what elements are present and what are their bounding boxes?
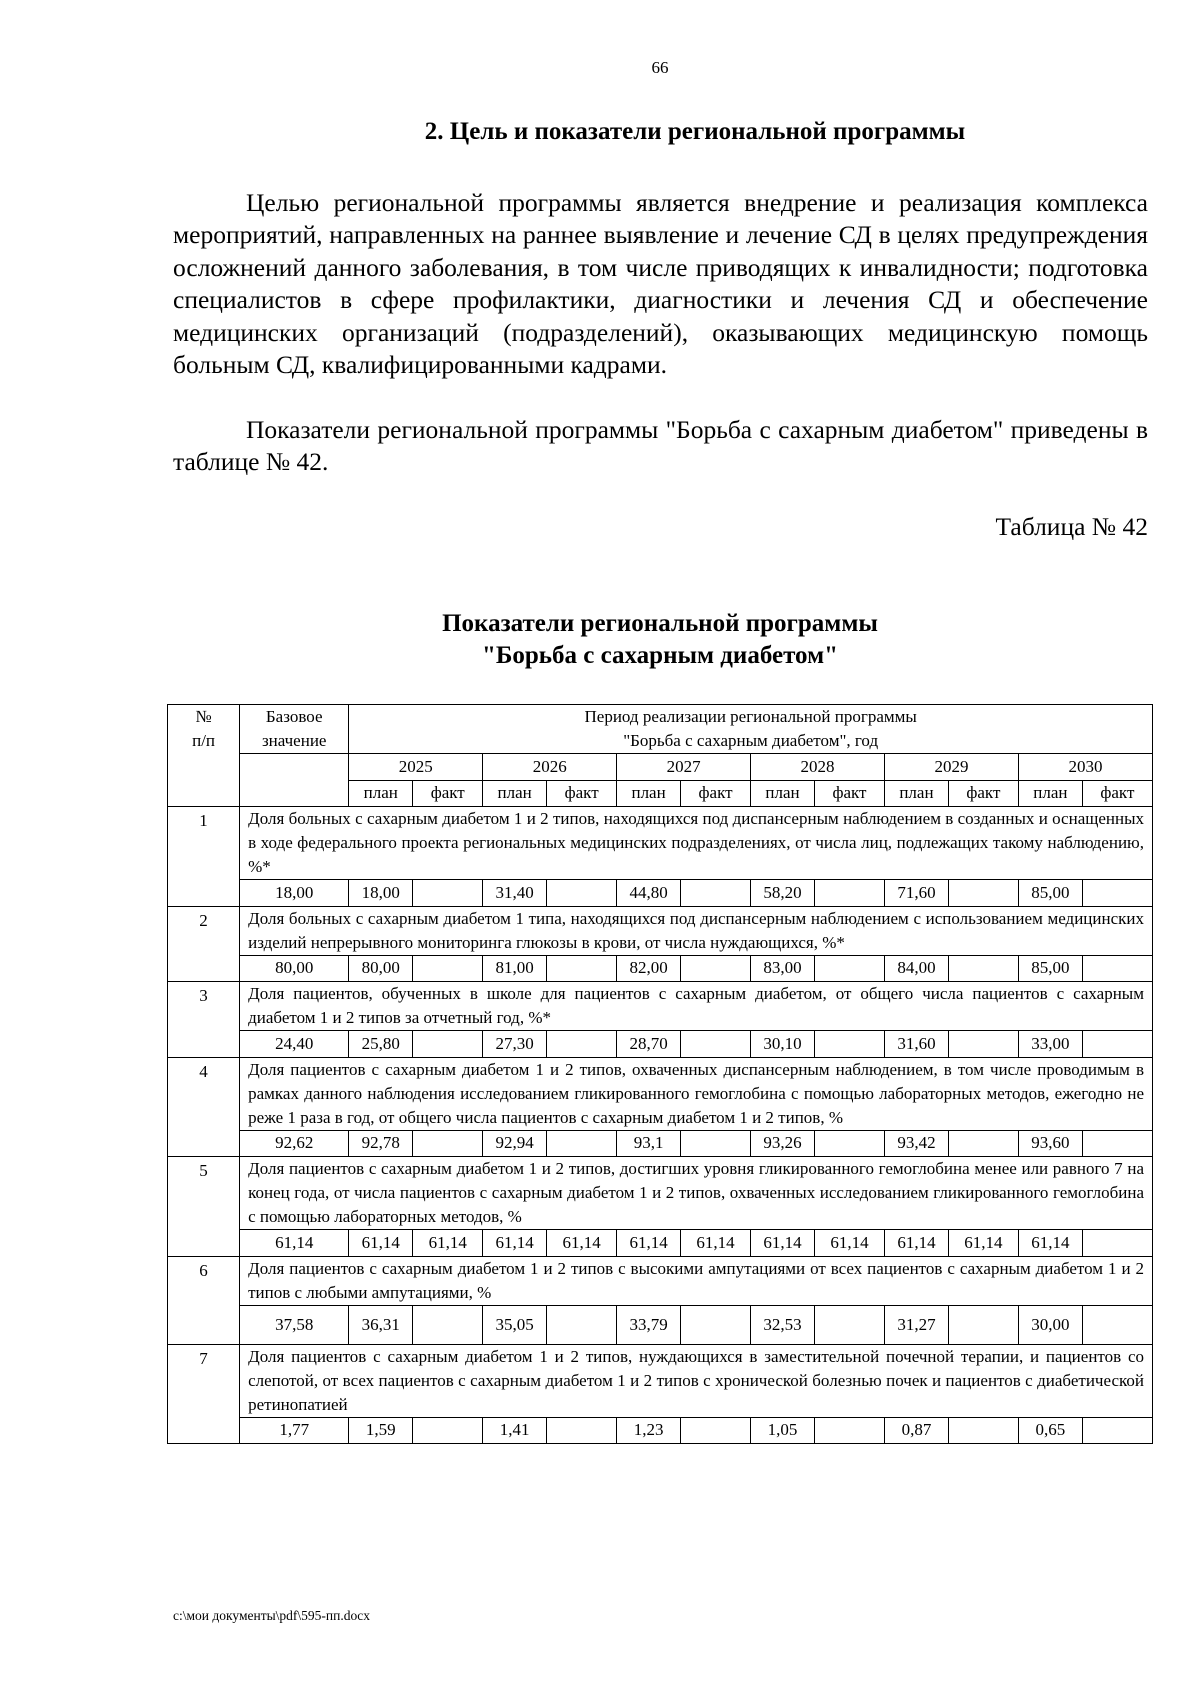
fact-value bbox=[413, 1130, 483, 1157]
indicator-values-row bbox=[168, 880, 1153, 907]
indicator-description: Доля больных с сахарным диабетом 1 и 2 типов, находящихся под диспансерным наблюдением в созданных и оснащенных в ходе федерального проекта региональных медицинских подразделениях, от числа лиц, подлежащих такому наблюдению, %* bbox=[240, 807, 1153, 880]
header-year: 2029 bbox=[885, 754, 1019, 781]
plan-value: 61,14 bbox=[751, 1230, 815, 1257]
indicator-description-row bbox=[168, 1344, 1153, 1417]
fact-value bbox=[814, 1305, 884, 1344]
fact-value bbox=[413, 1031, 483, 1058]
plan-value: 71,60 bbox=[885, 880, 949, 907]
indicator-description-row bbox=[168, 982, 1153, 1031]
header-base-line-1: Базовое bbox=[265, 707, 323, 726]
plan-value: 25,80 bbox=[349, 1031, 413, 1058]
fact-value bbox=[413, 1417, 483, 1444]
header-num-line-1: № bbox=[195, 707, 212, 726]
indicator-number: 3 bbox=[168, 982, 240, 1058]
fact-value bbox=[1082, 955, 1152, 982]
header-base-line-2: значение bbox=[261, 731, 327, 750]
footer-file-path: c:\мои документы\pdf\595-пп.docx bbox=[173, 1608, 370, 1623]
header-period bbox=[349, 705, 1153, 754]
plan-value: 92,94 bbox=[483, 1130, 547, 1157]
fact-value bbox=[814, 880, 884, 907]
header-plan: план bbox=[1018, 780, 1082, 807]
fact-value bbox=[681, 1305, 751, 1344]
header-base-empty bbox=[240, 754, 349, 807]
plan-value: 61,14 bbox=[617, 1230, 681, 1257]
plan-value: 0,87 bbox=[885, 1417, 949, 1444]
plan-value: 33,79 bbox=[617, 1305, 681, 1344]
indicator-number: 6 bbox=[168, 1256, 240, 1344]
indicators-table bbox=[167, 704, 1153, 1444]
indicators-paragraph: Показатели региональной программы "Борьба с сахарным диабетом" приведены в таблице № 42. bbox=[173, 415, 1148, 477]
plan-value: 92,78 bbox=[349, 1130, 413, 1157]
header-num-line-2: п/п bbox=[192, 731, 216, 750]
plan-value: 82,00 bbox=[617, 955, 681, 982]
fact-value bbox=[413, 880, 483, 907]
section-title: 2. Цель и показатели региональной программы bbox=[424, 118, 966, 145]
fact-value bbox=[814, 1130, 884, 1157]
plan-value: 84,00 bbox=[885, 955, 949, 982]
plan-value: 32,53 bbox=[751, 1305, 815, 1344]
indicator-description: Доля пациентов, обученных в школе для пациентов с сахарным диабетом, от общего числа пациентов с сахарным диабетом 1 и 2 типов за отчетный год, %* bbox=[240, 982, 1153, 1031]
fact-value bbox=[1082, 1417, 1152, 1444]
fact-value bbox=[948, 1031, 1018, 1058]
fact-value bbox=[681, 880, 751, 907]
fact-value: 61,14 bbox=[681, 1230, 751, 1257]
table-caption: Таблица № 42 bbox=[995, 512, 1148, 541]
header-row-years bbox=[168, 754, 1153, 781]
fact-value bbox=[1082, 880, 1152, 907]
fact-value bbox=[948, 1130, 1018, 1157]
plan-value: 83,00 bbox=[751, 955, 815, 982]
plan-value: 61,14 bbox=[483, 1230, 547, 1257]
table-title-line-2: "Борьба с сахарным диабетом" bbox=[481, 642, 838, 669]
header-plan: план bbox=[483, 780, 547, 807]
base-value: 24,40 bbox=[240, 1031, 349, 1058]
plan-value: 30,10 bbox=[751, 1031, 815, 1058]
plan-value: 1,23 bbox=[617, 1417, 681, 1444]
header-fact: факт bbox=[1082, 780, 1152, 807]
header-fact: факт bbox=[681, 780, 751, 807]
base-value: 18,00 bbox=[240, 880, 349, 907]
plan-value: 31,40 bbox=[483, 880, 547, 907]
table-title bbox=[0, 608, 1200, 672]
indicator-values-row bbox=[168, 1305, 1153, 1344]
header-fact: факт bbox=[547, 780, 617, 807]
header-year: 2026 bbox=[483, 754, 617, 781]
header-fact: факт bbox=[948, 780, 1018, 807]
indicator-values-row bbox=[168, 1130, 1153, 1157]
plan-value: 31,60 bbox=[885, 1031, 949, 1058]
plan-value: 33,00 bbox=[1018, 1031, 1082, 1058]
fact-value bbox=[681, 1031, 751, 1058]
header-year: 2025 bbox=[349, 754, 483, 781]
indicator-description: Доля пациентов с сахарным диабетом 1 и 2 типов с высокими ампутациями от всех пациентов с сахарным диабетом 1 и 2 типов с любыми ампутациями, % bbox=[240, 1256, 1153, 1305]
fact-value bbox=[948, 1305, 1018, 1344]
indicator-description: Доля пациентов с сахарным диабетом 1 и 2 типов, нуждающихся в заместительной почечной терапии, и пациентов со слепотой, от всех пациентов с сахарным диабетом 1 и 2 типов с хронической болезнью почек и пациентов с диабетической ретинопатией bbox=[240, 1344, 1153, 1417]
fact-value bbox=[681, 1130, 751, 1157]
header-num bbox=[168, 705, 240, 807]
indicator-values-row bbox=[168, 1031, 1153, 1058]
fact-value bbox=[681, 1417, 751, 1444]
fact-value bbox=[547, 1130, 617, 1157]
plan-value: 85,00 bbox=[1018, 955, 1082, 982]
indicator-description: Доля пациентов с сахарным диабетом 1 и 2 типов, достигших уровня гликированного гемоглобина менее или равного 7 на конец года, от числа пациентов с сахарным диабетом 1 и 2 типов, охваченных исследованием гликированного гемоглобина с помощью лабораторных методов, % bbox=[240, 1157, 1153, 1230]
plan-value: 61,14 bbox=[1018, 1230, 1082, 1257]
plan-value: 80,00 bbox=[349, 955, 413, 982]
header-year: 2030 bbox=[1018, 754, 1152, 781]
header-year: 2027 bbox=[617, 754, 751, 781]
fact-value bbox=[547, 1305, 617, 1344]
indicator-description: Доля пациентов с сахарным диабетом 1 и 2 типов, охваченных диспансерным наблюдением, в том числе проводимым в рамках данного наблюдения исследованием гликированного гемоглобина с помощью лабораторных методов, ежегодно не реже 1 раза в год, от общего числа пациентов с сахарным диабетом 1 и 2 типов, % bbox=[240, 1057, 1153, 1130]
base-value: 80,00 bbox=[240, 955, 349, 982]
plan-value: 58,20 bbox=[751, 880, 815, 907]
plan-value: 44,80 bbox=[617, 880, 681, 907]
plan-value: 1,05 bbox=[751, 1417, 815, 1444]
plan-value: 85,00 bbox=[1018, 880, 1082, 907]
indicator-description-row bbox=[168, 807, 1153, 880]
base-value: 92,62 bbox=[240, 1130, 349, 1157]
fact-value: 61,14 bbox=[413, 1230, 483, 1257]
fact-value: 61,14 bbox=[547, 1230, 617, 1257]
goal-paragraph: Целью региональной программы является внедрение и реализация комплекса мероприятий, направленных на раннее выявление и лечение СД в целях предупреждения осложнений данного заболевания, в том числе приводящих к инвалидности; подготовка специалистов в сфере профилактики, диагностики и лечения СД и обеспечение медицинских организаций (подразделений), оказывающих медицинскую помощь больным СД, квалифицированными кадрами. bbox=[173, 188, 1148, 380]
fact-value bbox=[948, 880, 1018, 907]
plan-value: 1,59 bbox=[349, 1417, 413, 1444]
base-value: 61,14 bbox=[240, 1230, 349, 1257]
fact-value bbox=[1082, 1230, 1152, 1257]
header-plan: план bbox=[349, 780, 413, 807]
plan-value: 61,14 bbox=[349, 1230, 413, 1257]
header-plan: план bbox=[885, 780, 949, 807]
indicator-description-row bbox=[168, 1157, 1153, 1230]
plan-value: 1,41 bbox=[483, 1417, 547, 1444]
page-number: 66 bbox=[651, 58, 669, 77]
plan-value: 35,05 bbox=[483, 1305, 547, 1344]
fact-value bbox=[948, 955, 1018, 982]
indicator-description: Доля больных с сахарным диабетом 1 типа, находящихся под диспансерным наблюдением с использованием медицинских изделий непрерывного мониторинга глюкозы в крови, от числа нуждающихся, %* bbox=[240, 906, 1153, 955]
plan-value: 93,26 bbox=[751, 1130, 815, 1157]
header-period-line-1: Период реализации региональной программы bbox=[584, 707, 917, 726]
fact-value bbox=[1082, 1130, 1152, 1157]
fact-value bbox=[413, 1305, 483, 1344]
indicator-values-row bbox=[168, 1230, 1153, 1257]
plan-value: 31,27 bbox=[885, 1305, 949, 1344]
indicator-number: 7 bbox=[168, 1344, 240, 1444]
indicator-description-row bbox=[168, 1256, 1153, 1305]
fact-value bbox=[948, 1417, 1018, 1444]
fact-value: 61,14 bbox=[814, 1230, 884, 1257]
plan-value: 93,42 bbox=[885, 1130, 949, 1157]
fact-value bbox=[1082, 1305, 1152, 1344]
header-base-value bbox=[240, 705, 349, 754]
fact-value bbox=[547, 1417, 617, 1444]
indicator-number: 5 bbox=[168, 1157, 240, 1257]
plan-value: 93,1 bbox=[617, 1130, 681, 1157]
plan-value: 93,60 bbox=[1018, 1130, 1082, 1157]
table-body bbox=[168, 705, 1153, 1444]
fact-value bbox=[814, 1417, 884, 1444]
header-fact: факт bbox=[814, 780, 884, 807]
indicator-values-row bbox=[168, 955, 1153, 982]
indicator-number: 2 bbox=[168, 906, 240, 982]
plan-value: 36,31 bbox=[349, 1305, 413, 1344]
plan-value: 30,00 bbox=[1018, 1305, 1082, 1344]
plan-value: 18,00 bbox=[349, 880, 413, 907]
fact-value bbox=[547, 880, 617, 907]
header-period-line-2: "Борьба с сахарным диабетом", год bbox=[623, 731, 879, 750]
header-plan: план bbox=[617, 780, 681, 807]
indicator-description-row bbox=[168, 1057, 1153, 1130]
indicator-values-row bbox=[168, 1417, 1153, 1444]
fact-value bbox=[681, 955, 751, 982]
header-year: 2028 bbox=[751, 754, 885, 781]
fact-value bbox=[814, 955, 884, 982]
fact-value bbox=[547, 955, 617, 982]
plan-value: 0,65 bbox=[1018, 1417, 1082, 1444]
indicator-number: 4 bbox=[168, 1057, 240, 1157]
plan-value: 61,14 bbox=[885, 1230, 949, 1257]
plan-value: 28,70 bbox=[617, 1031, 681, 1058]
header-plan: план bbox=[751, 780, 815, 807]
fact-value bbox=[413, 955, 483, 982]
fact-value bbox=[814, 1031, 884, 1058]
fact-value bbox=[547, 1031, 617, 1058]
fact-value: 61,14 bbox=[948, 1230, 1018, 1257]
header-fact: факт bbox=[413, 780, 483, 807]
base-value: 1,77 bbox=[240, 1417, 349, 1444]
table-title-line-1: Показатели региональной программы bbox=[442, 610, 878, 637]
indicator-description-row bbox=[168, 906, 1153, 955]
base-value: 37,58 bbox=[240, 1305, 349, 1344]
plan-value: 81,00 bbox=[483, 955, 547, 982]
plan-value: 27,30 bbox=[483, 1031, 547, 1058]
fact-value bbox=[1082, 1031, 1152, 1058]
indicator-number: 1 bbox=[168, 807, 240, 907]
